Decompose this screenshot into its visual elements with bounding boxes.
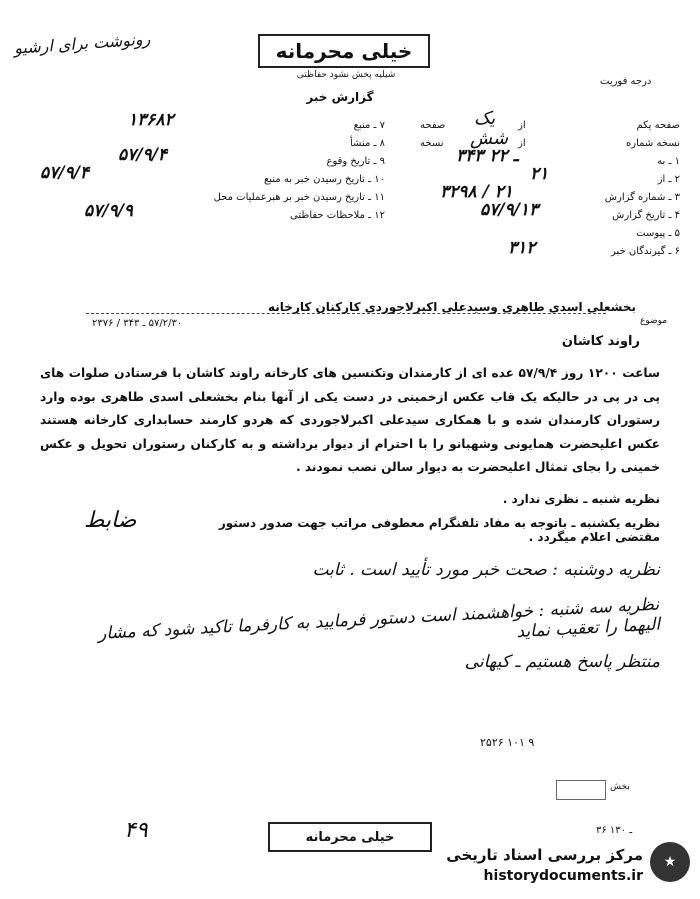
field-label: ۹ ـ تاریخ وقوع xyxy=(326,156,385,167)
section-box xyxy=(556,780,606,800)
field-mid: از xyxy=(518,138,526,149)
field-value: ۵۷/۹/۴ xyxy=(118,145,167,165)
handwritten-note: رونوشت برای ارشیو xyxy=(13,29,151,58)
field-value: یک xyxy=(474,108,496,129)
page-number: ۴۹ xyxy=(124,818,148,843)
field-label: ۳ ـ شماره گزارش xyxy=(604,192,680,203)
archive-logo-icon: ★ xyxy=(650,842,690,882)
field-label: ۱۱ ـ تاریخ رسیدن خبر بر هبرعملیات محل xyxy=(213,192,385,203)
subject-label: موضوع xyxy=(640,316,668,326)
report-body: ساعت ۱۲۰۰ روز ۵۷/۹/۴ عده ای از کارمندان وتکنسین های کارخانه راوند کاشان با فرستادن صلوات های پی در پی در حالیکه یک قاب عکس ازخمینی در دست یکی از آنها بنام بخشعلی اسدی طاهری بوده وارد رستوران کارمندان شده و با همکاری سیدعلی اکبرلاجوردی که هردو کارمند حسابداری کارخانه هستند عکس اعلیحضرت همایونی وشهبانو را با احترام از دیوار برداشته و به کارکنان رستوران تحویل و عکس خمینی را بجای تمثال اعلیحضرت به دیوار سالن نصب نمودند . xyxy=(40,366,660,474)
field-suffix: نسخه xyxy=(420,138,444,149)
field-label: صفحه یکم xyxy=(636,120,680,131)
field-label: ۱۰ ـ تاریخ رسیدن خبر به منبع xyxy=(263,174,385,185)
site-url: historydocuments.ir xyxy=(483,868,643,884)
field-label: نسخه شماره xyxy=(626,138,680,149)
reference-code: ۲۵۲۶ ۱۰۱ ۹ xyxy=(480,736,535,749)
report-title: گزارش خبر xyxy=(306,90,374,104)
field-mid: از xyxy=(518,120,526,131)
subject-line2: راوند کاشان xyxy=(561,334,640,349)
field-value: ۲۱ xyxy=(530,164,549,184)
field-value: ۳۴۳ ـ ۲۲ xyxy=(456,146,519,166)
classification-subtext: شیلیه پخش نشود حفاظتی xyxy=(296,70,396,80)
field-label: ۱۲ ـ ملاحظات حفاظتی xyxy=(290,210,385,221)
field-value: ۵۷/۹/۹ xyxy=(84,201,133,221)
opinion-saturday: نظریه شنبه ـ نظری ندارد . xyxy=(502,492,660,506)
field-value: ۵۷/۹/۴ xyxy=(40,163,89,183)
handwritten-opinion-monday: نظریه دوشنبه : صحت خبر مورد تأیید است . ثابت xyxy=(312,560,660,580)
handwritten-opinion-tuesday-cont: منتظر پاسخ هستیم ـ کیهانی xyxy=(464,652,660,672)
field-label: ۷ ـ منبع xyxy=(353,120,385,131)
field-value: ۳۲۹۸ / ۲۱ xyxy=(440,182,513,202)
section-label: بخش xyxy=(610,782,630,792)
field-value: ۵۷/۹/۱۳ xyxy=(480,200,539,220)
opinion-sunday: نظریه یکشنبه ـ باتوجه به مفاد تلفنگرام معطوفی مراتب جهت صدور دستور مقتضی اعلام میگردد . xyxy=(218,516,660,544)
subject-text: بخشعلی اسدی طاهری وسیدعلی اکبرلاجوردی کارکنان کارخانه xyxy=(268,300,636,314)
field-label: ۵ ـ پیوست xyxy=(636,228,680,239)
field-value: شش xyxy=(470,128,509,149)
field-value: ۱۳۶۸۲ xyxy=(128,110,174,130)
site-name-fa: مرکز بررسی اسناد تاریخی xyxy=(446,846,643,864)
handwritten-opinion-tuesday: نظریه سه شنبه : خواهشمند است دستور فرمایید به کارفرما تاکید شود که مشار الیهما را تعقیب نماید xyxy=(97,594,661,644)
field-label: ۴ ـ تاریخ گزارش xyxy=(612,210,680,221)
field-label: ۱ ـ به xyxy=(657,156,680,167)
field-label: ۶ ـ گیرندگان خبر xyxy=(610,246,680,257)
field-label: ۲ ـ از xyxy=(657,174,680,185)
field-suffix: صفحه xyxy=(420,120,446,131)
bottom-stamp: خیلی محرمانه xyxy=(268,822,432,852)
priority-label: درجه فوریت xyxy=(600,76,652,87)
subject-ref: ۵۷/۲/۳۰ ـ ۳۴۳ / ۲۳۷۶ xyxy=(92,318,183,329)
signature: ضابط xyxy=(84,508,137,533)
field-label: ۸ ـ منشأ xyxy=(349,138,385,149)
document-ref: ۳۶ ـ ۱۳۰ xyxy=(596,825,633,836)
field-value: ۳۱۲ xyxy=(508,238,536,258)
classification-stamp: خیلی محرمانه xyxy=(258,34,430,68)
